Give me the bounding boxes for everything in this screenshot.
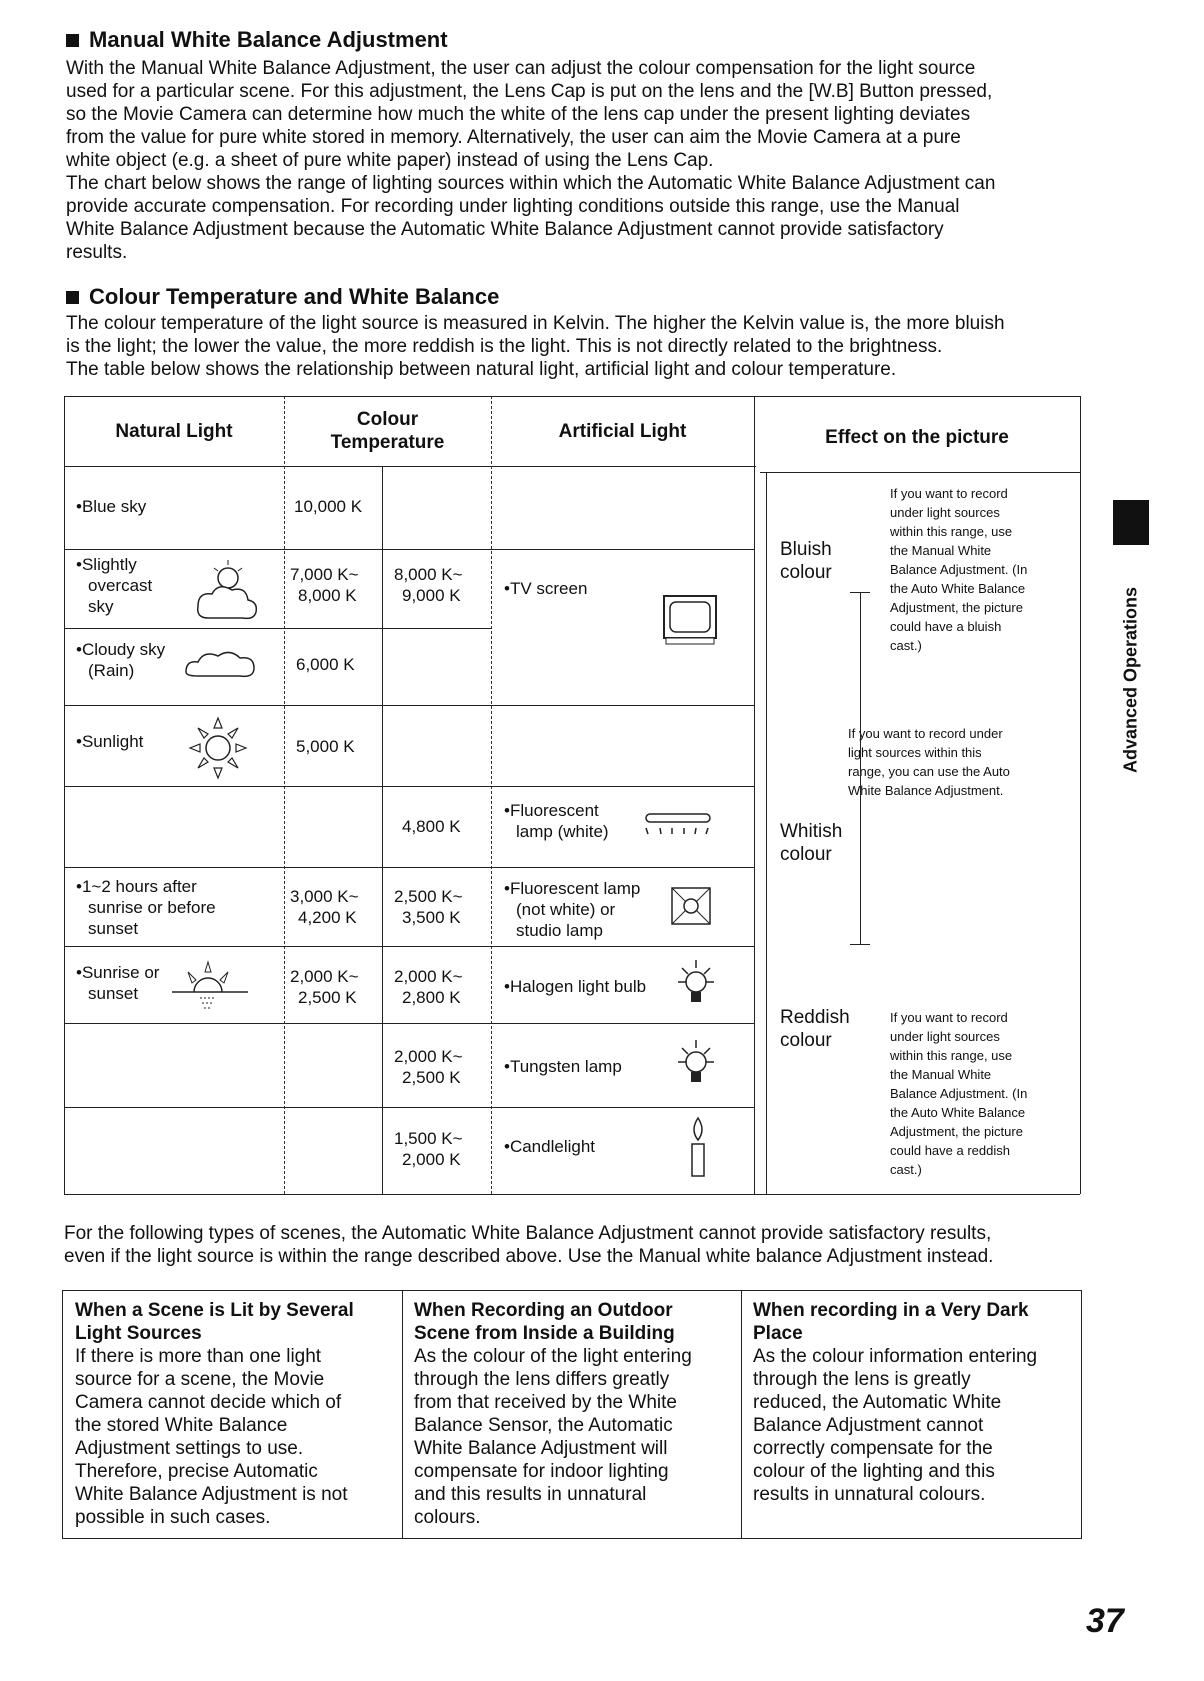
artificial-label-tv: •TV screen — [504, 579, 588, 598]
bullet-square-icon — [66, 291, 79, 304]
natural-temp-after-sunrise: 3,000 K~ 4,200 K — [290, 887, 359, 927]
natural-label-cloudy: •Cloudy sky (Rain) — [76, 640, 166, 680]
manual-wb-paragraph: With the Manual White Balance Adjustment, the user can adjust the colour compensation for the light source used for a particular scene. For this adjustment, the Lens Cap is put on the lens and the [W.B] Button pressed, so the Movie Camera can determine how much the white of the lens cap under the present lighting deviates from the value for pure white stored in memory. Alternatively, the user can aim the Movie Camera at a pure white object (e.g. a sheet of pure white paper) instead of using the Lens Cap. The chart below shows the range of lighting sources within which the Automatic White Balance Adjustment can provide accurate compensation. For recording under lighting conditions outside this range, use the Manual White Balance Adjustment because the Automatic White Balance Adjustment cannot provide satisfactory results. — [66, 58, 996, 263]
sun-icon — [188, 714, 248, 782]
scene-box-outdoor-from-inside: When Recording an Outdoor Scene from Inside a Building As the colour of the light entering through the lens differs greatly from that received by the White Balance Sensor, the Automatic White Balance Adjustment will compensate for indoor lighting and this results in unnatural colours. — [414, 1300, 692, 1528]
cloud-icon — [180, 644, 260, 684]
candle-icon — [686, 1114, 710, 1180]
natural-temp-sunlight: 5,000 K — [296, 737, 355, 756]
note-bluish: If you want to record under light sources within this range, use the Manual White Balance Adjustment. (In the Auto White Balance Adjustment, the picture could have a bluish cast.) — [890, 486, 1028, 653]
artificial-label-halogen: •Halogen light bulb — [504, 977, 647, 996]
natural-temp-blue-sky: 10,000 K — [294, 497, 363, 516]
natural-label-blue-sky: •Blue sky — [76, 497, 147, 516]
effect-reddish: Reddish colour — [780, 1007, 850, 1051]
effect-whitish: Whitish colour — [780, 821, 843, 865]
partly-cloudy-icon — [178, 556, 268, 626]
header-colour-temperature: Colour Temperature — [330, 409, 445, 453]
page-number: 37 — [1086, 1602, 1124, 1640]
sunset-icon — [170, 956, 250, 1016]
natural-label-sunset: •Sunrise or sunset — [76, 963, 160, 1003]
section-title-colour-temp: Colour Temperature and White Balance — [66, 284, 499, 310]
tungsten-bulb-icon — [676, 1036, 716, 1098]
natural-label-after-sunrise: •1~2 hours after sunrise or before sunset — [76, 877, 216, 938]
scene-box-several-lights: When a Scene is Lit by Several Light Sources If there is more than one light source for a scene, the Movie Camera cannot decide which of the stored White Balance Adjustment settings to use. Therefore, precise Automatic White Balance Adjustment is not possible in such cases. — [75, 1300, 354, 1528]
colour-temp-paragraph: The colour temperature of the light source is measured in Kelvin. The higher the Kelvin value is, the more bluish is the light; the lower the value, the more reddish is the light. This is not directly related to the brightness. The table below shows the relationship between natural light, artificial light and colour temperature. — [66, 313, 1005, 380]
artificial-temp-tv: 8,000 K~ 9,000 K — [394, 565, 463, 605]
artificial-label-candle: •Candlelight — [504, 1137, 596, 1156]
header-natural-light: Natural Light — [115, 421, 233, 442]
tv-screen-icon — [660, 592, 720, 648]
colour-temperature-table — [64, 396, 1080, 1194]
scene-box-very-dark: When recording in a Very Dark Place As the colour information entering through the lens is greatly reduced, the Automatic White Balance Adjustment cannot correctly compensate for the colour of the lighting and this results in unnatural colours. — [753, 1300, 1038, 1505]
natural-temp-overcast: 7,000 K~ 8,000 K — [290, 565, 359, 605]
side-tab-label: Advanced Operations — [1120, 586, 1141, 774]
studio-lamp-icon — [668, 882, 714, 932]
artificial-label-fluorescent-other: •Fluorescent lamp (not white) or studio lamp — [504, 879, 641, 940]
side-tab-marker — [1113, 500, 1149, 545]
natural-label-sunlight: •Sunlight — [76, 732, 144, 751]
fluorescent-tube-icon — [636, 810, 716, 840]
halogen-bulb-icon — [676, 956, 716, 1018]
artificial-label-fluorescent-white: •Fluorescent lamp (white) — [504, 801, 609, 841]
artificial-label-tungsten: •Tungsten lamp — [504, 1057, 622, 1076]
note-auto-range: If you want to record under light sources within this range, you can use the Auto White Balance Adjustment. — [848, 726, 1010, 798]
header-artificial-light: Artificial Light — [558, 421, 687, 442]
artificial-temp-fluorescent-other: 2,500 K~ 3,500 K — [394, 887, 463, 927]
header-effect: Effect on the picture — [825, 427, 1009, 448]
bullet-square-icon — [66, 34, 79, 47]
artificial-temp-halogen: 2,000 K~ 2,800 K — [394, 967, 463, 1007]
effect-bluish: Bluish colour — [780, 539, 832, 583]
after-table-paragraph: For the following types of scenes, the Automatic White Balance Adjustment cannot provide satisfactory results, even if the light source is within the range described above. Use the Manual white balance Adjustment instead. — [64, 1223, 994, 1267]
artificial-temp-candle: 1,500 K~ 2,000 K — [394, 1129, 463, 1169]
artificial-temp-tungsten: 2,000 K~ 2,500 K — [394, 1047, 463, 1087]
natural-label-overcast: •Slightly overcast sky — [76, 555, 153, 616]
scene-boxes — [62, 1290, 1082, 1539]
natural-temp-sunset: 2,000 K~ 2,500 K — [290, 967, 359, 1007]
natural-temp-cloudy: 6,000 K — [296, 655, 355, 674]
note-reddish: If you want to record under light sources within this range, use the Manual White Balance Adjustment. (In the Auto White Balance Adjustment, the picture could have a reddish cast.) — [890, 1010, 1028, 1177]
section-title-manual-wb: Manual White Balance Adjustment — [66, 27, 448, 53]
artificial-temp-fluorescent-white: 4,800 K — [402, 817, 461, 836]
